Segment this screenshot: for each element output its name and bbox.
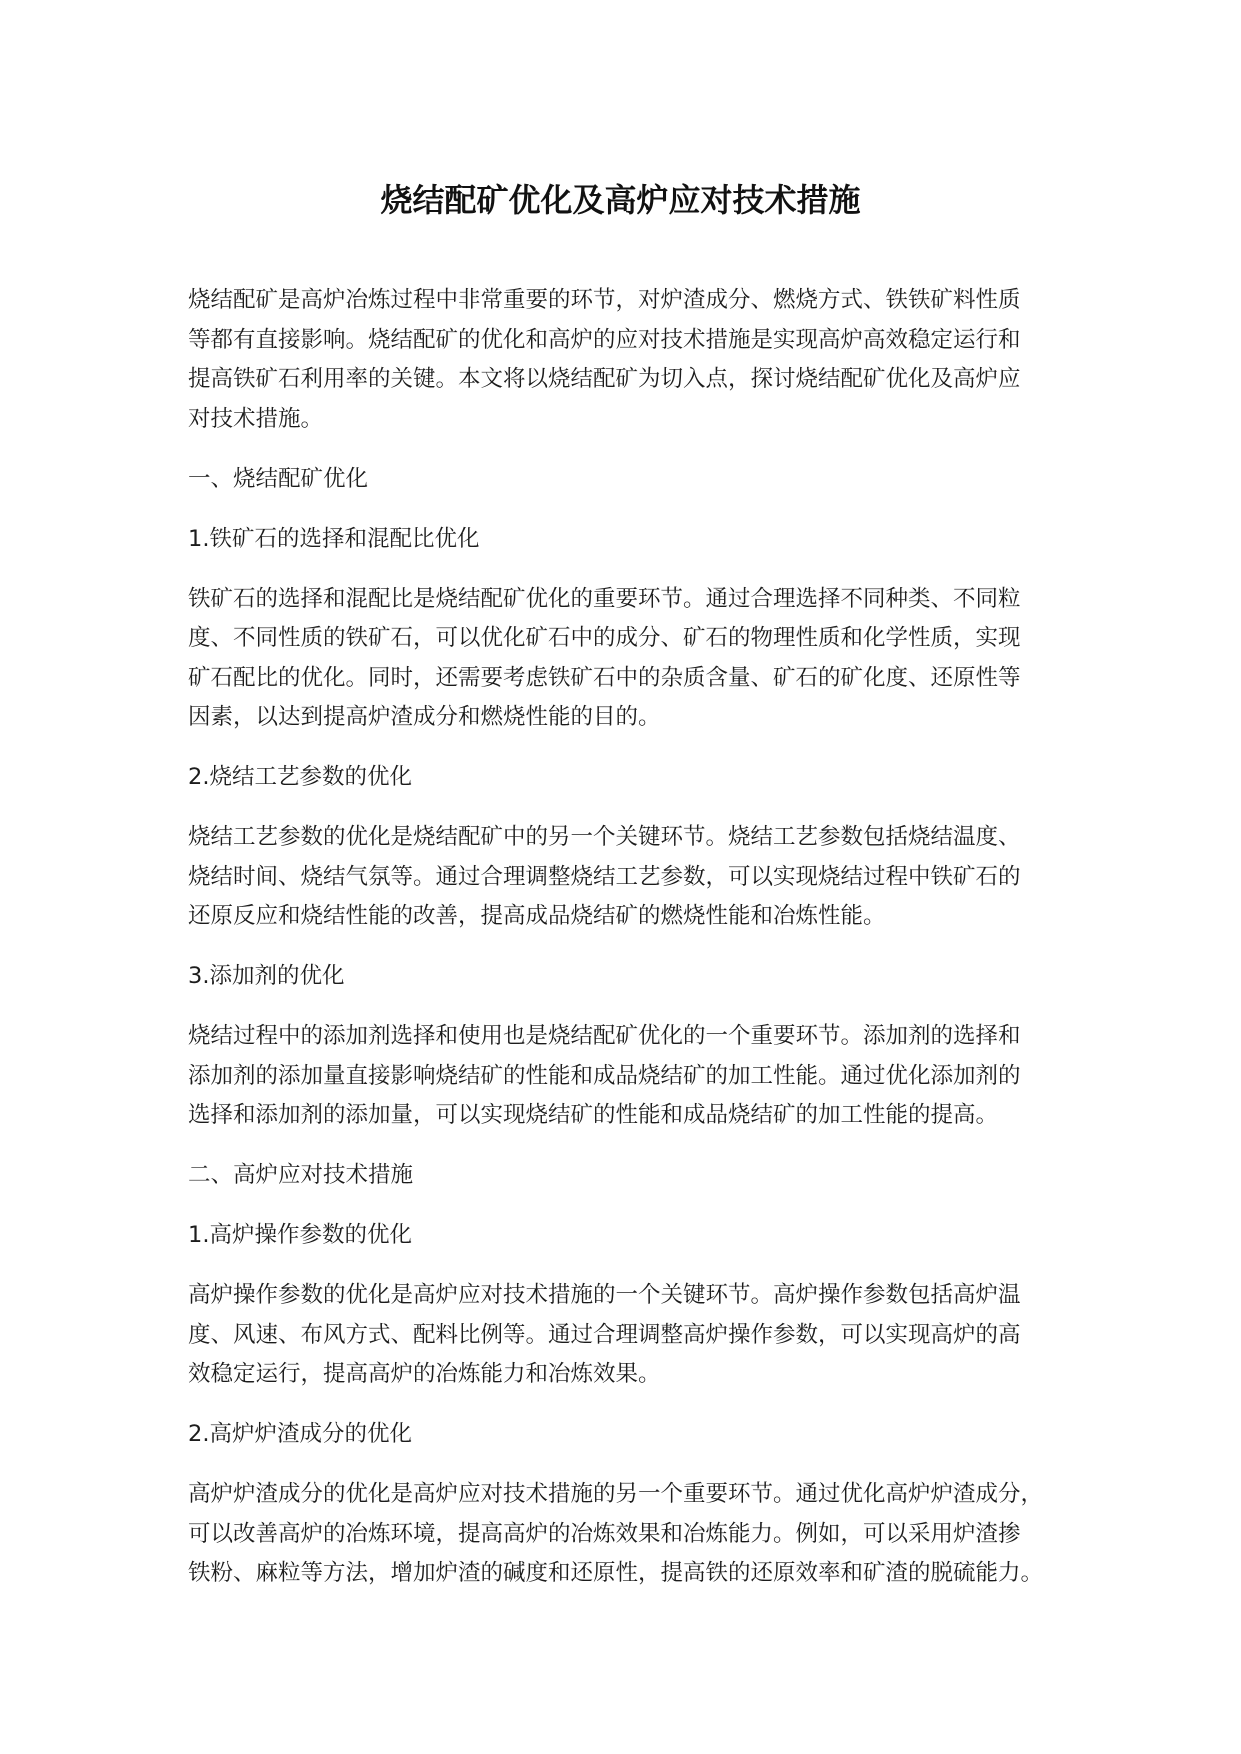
section-1-sub-3-paragraph [188, 1017, 1108, 1136]
subsection-heading-text: 2.烧结工艺参数的优化 [188, 764, 412, 790]
paragraph-line: 矿石配比的优化。同时，还需要考虑铁矿石中的杂质含量、矿石的矿化度、还原性等 [188, 664, 1021, 691]
subsection-heading-text: 3.添加剂的优化 [188, 963, 345, 989]
paragraph-line: 烧结过程中的添加剂选择和使用也是烧结配矿优化的一个重要环节。添加剂的选择和 [188, 1023, 1021, 1049]
section-1-sub-2-paragraph [188, 818, 1108, 937]
paragraph-line: 烧结工艺参数的优化是烧结配矿中的另一个关键环节。烧结工艺参数包括烧结温度、 [188, 824, 1021, 850]
paragraph-line: 添加剂的添加量直接影响烧结矿的性能和成品烧结矿的加工性能。通过优化添加剂的 [188, 1062, 1021, 1089]
paragraph-line: 等都有直接影响。烧结配矿的优化和高炉的应对技术措施是实现高炉高效稳定运行和 [188, 326, 1021, 353]
section-1-sub-1-heading [188, 520, 1108, 560]
paragraph-line: 度、不同性质的铁矿石，可以优化矿石中的成分、矿石的物理性质和化学性质，实现 [188, 625, 1021, 651]
paragraph-line: 对技术措施。 [188, 405, 324, 432]
paragraph-line: 还原反应和烧结性能的改善，提高成品烧结矿的燃烧性能和冶炼性能。 [188, 903, 886, 929]
paragraph-line: 铁粉、麻粒等方法，增加炉渣的碱度和还原性，提高铁的还原效率和矿渣的脱硫能力。 [188, 1560, 1044, 1586]
paragraph-line: 选择和添加剂的添加量，可以实现烧结矿的性能和成品烧结矿的加工性能的提高。 [188, 1102, 999, 1128]
paragraph-line: 因素，以达到提高炉渣成分和燃烧性能的目的。 [188, 704, 661, 730]
section-2-heading [188, 1156, 1108, 1196]
section-heading-text: 一、烧结配矿优化 [188, 465, 369, 492]
section-1-sub-3-heading [188, 957, 1108, 997]
paragraph-line: 效稳定运行，提高高炉的冶炼能力和冶炼效果。 [188, 1361, 661, 1387]
section-1-sub-1-paragraph [188, 580, 1108, 738]
section-heading-text: 二、高炉应对技术措施 [188, 1162, 414, 1188]
paragraph-line: 提高铁矿石利用率的关键。本文将以烧结配矿为切入点，探讨烧结配矿优化及高炉应 [188, 366, 1021, 392]
section-2-sub-2-paragraph [188, 1475, 1108, 1594]
subsection-heading-text: 1.铁矿石的选择和混配比优化 [188, 525, 480, 552]
paragraph-line: 烧结时间、烧结气氛等。通过合理调整烧结工艺参数，可以实现烧结过程中铁矿石的 [188, 863, 1021, 890]
document-title: 烧结配矿优化及高炉应对技术措施 [380, 181, 861, 219]
section-1-heading [188, 460, 1108, 500]
section-2-sub-1-paragraph [188, 1276, 1108, 1395]
paragraph-line: 高炉操作参数的优化是高炉应对技术措施的一个关键环节。高炉操作参数包括高炉温 [188, 1282, 1021, 1308]
paragraph-line: 烧结配矿是高炉冶炼过程中非常重要的环节，对炉渣成分、燃烧方式、铁铁矿料性质 [188, 287, 1021, 313]
intro-paragraph [188, 281, 1108, 439]
paragraph-line: 铁矿石的选择和混配比是烧结配矿优化的重要环节。通过合理选择不同种类、不同粒 [188, 585, 1021, 612]
subsection-heading-text: 2.高炉炉渣成分的优化 [188, 1421, 412, 1447]
paragraph-line: 度、风速、布风方式、配料比例等。通过合理调整高炉操作参数，可以实现高炉的高 [188, 1321, 1021, 1348]
paragraph-line: 高炉炉渣成分的优化是高炉应对技术措施的另一个重要环节。通过优化高炉炉渣成分， [188, 1481, 1044, 1507]
document-body [188, 281, 1108, 1614]
section-1-sub-2-heading [188, 758, 1108, 798]
paragraph-line: 可以改善高炉的冶炼环境，提高高炉的冶炼效果和冶炼能力。例如，可以采用炉渣掺 [188, 1520, 1021, 1547]
section-2-sub-1-heading [188, 1216, 1108, 1256]
section-2-sub-2-heading [188, 1415, 1108, 1455]
subsection-heading-text: 1.高炉操作参数的优化 [188, 1222, 412, 1248]
